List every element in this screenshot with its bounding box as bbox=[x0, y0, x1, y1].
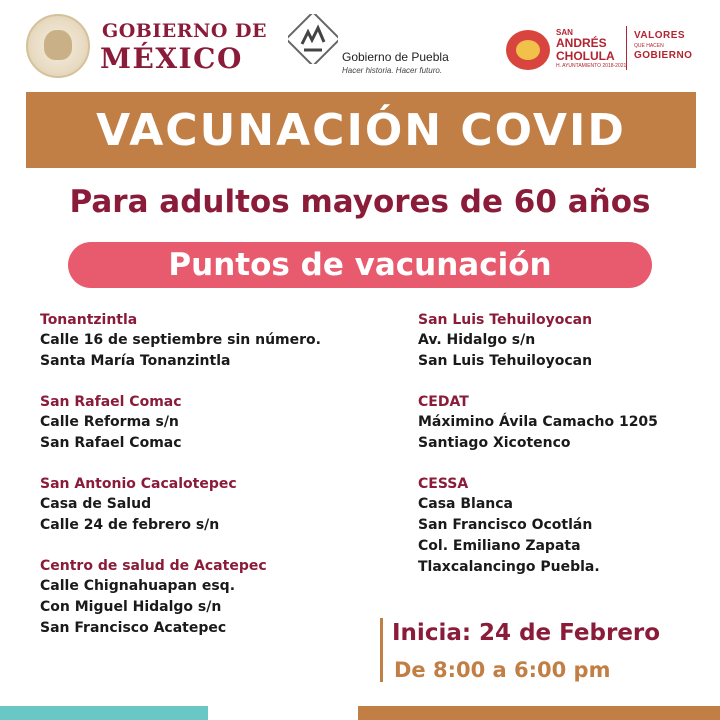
location-name: Tonantzintla bbox=[40, 312, 138, 328]
valores-line1: VALORES bbox=[634, 30, 686, 41]
location-address: San Francisco Ocotlán bbox=[418, 517, 593, 533]
san-andres-logo-icon bbox=[506, 30, 550, 70]
san-andres-name bbox=[556, 37, 615, 63]
location-address: Calle 24 de febrero s/n bbox=[40, 517, 220, 533]
location-name: CESSA bbox=[418, 476, 469, 492]
opening-hours: De 8:00 a 6:00 pm bbox=[394, 658, 611, 682]
san-andres-line2: CHOLULA bbox=[556, 49, 615, 63]
san-andres-small: SAN bbox=[556, 28, 573, 37]
location-address: San Rafael Comac bbox=[40, 435, 182, 451]
location-address: Con Miguel Hidalgo s/n bbox=[40, 599, 222, 615]
san-andres-caption: H. AYUNTAMIENTO 2018-2021 bbox=[556, 63, 627, 69]
footer-bar-teal bbox=[0, 706, 208, 720]
location-name: San Luis Tehuiloyocan bbox=[418, 312, 593, 328]
valores-line3: GOBIERNO bbox=[634, 50, 693, 61]
right-locations bbox=[418, 310, 708, 598]
mexico-seal-icon bbox=[26, 14, 90, 78]
san-andres-line1: ANDRÉS bbox=[556, 36, 607, 50]
location-address: Máximino Ávila Camacho 1205 bbox=[418, 414, 658, 430]
title-banner bbox=[26, 92, 696, 168]
location-address: Av. Hidalgo s/n bbox=[418, 332, 536, 348]
location-block bbox=[418, 474, 708, 578]
location-address: San Francisco Acatepec bbox=[40, 620, 227, 636]
location-address: Calle Chignahuapan esq. bbox=[40, 578, 236, 594]
puebla-logo-icon bbox=[288, 14, 338, 64]
gobierno-mexico-line1: GOBIERNO DE bbox=[102, 20, 267, 42]
schedule-divider bbox=[380, 618, 383, 682]
location-name: CEDAT bbox=[418, 394, 469, 410]
location-address: Casa Blanca bbox=[418, 496, 514, 512]
header-logos bbox=[0, 0, 720, 92]
location-address: Santiago Xicotenco bbox=[418, 435, 571, 451]
location-block bbox=[40, 556, 380, 639]
location-address: Tlaxcalancingo Puebla. bbox=[418, 559, 600, 575]
gobierno-mexico-line2: MÉXICO bbox=[100, 42, 243, 75]
location-address: Santa María Tonanzintla bbox=[40, 353, 231, 369]
puebla-slogan: Hacer historia. Hacer futuro. bbox=[342, 66, 443, 75]
location-block bbox=[40, 392, 380, 454]
footer-bar-copper bbox=[358, 706, 720, 720]
left-locations bbox=[40, 310, 380, 659]
location-block bbox=[418, 392, 708, 454]
location-name: San Antonio Cacalotepec bbox=[40, 476, 237, 492]
puebla-name: Gobierno de Puebla bbox=[342, 50, 449, 64]
location-block bbox=[40, 310, 380, 372]
banner-title: VACUNACIÓN COVID bbox=[96, 104, 626, 156]
location-address: Casa de Salud bbox=[40, 496, 152, 512]
location-name: San Rafael Comac bbox=[40, 394, 182, 410]
location-address: Col. Emiliano Zapata bbox=[418, 538, 581, 554]
location-name: Centro de salud de Acatepec bbox=[40, 558, 267, 574]
valores-line2: QUE HACEN bbox=[634, 43, 664, 49]
audience-subtitle: Para adultos mayores de 60 años bbox=[69, 184, 651, 220]
section-pill bbox=[68, 242, 652, 288]
location-block bbox=[40, 474, 380, 536]
section-title: Puntos de vacunación bbox=[168, 247, 552, 283]
location-block bbox=[418, 310, 708, 372]
location-address: Calle Reforma s/n bbox=[40, 414, 179, 430]
logo-divider bbox=[626, 26, 627, 70]
location-address: Calle 16 de septiembre sin número. bbox=[40, 332, 321, 348]
start-date: Inicia: 24 de Febrero bbox=[392, 620, 661, 646]
location-address: San Luis Tehuiloyocan bbox=[418, 353, 593, 369]
